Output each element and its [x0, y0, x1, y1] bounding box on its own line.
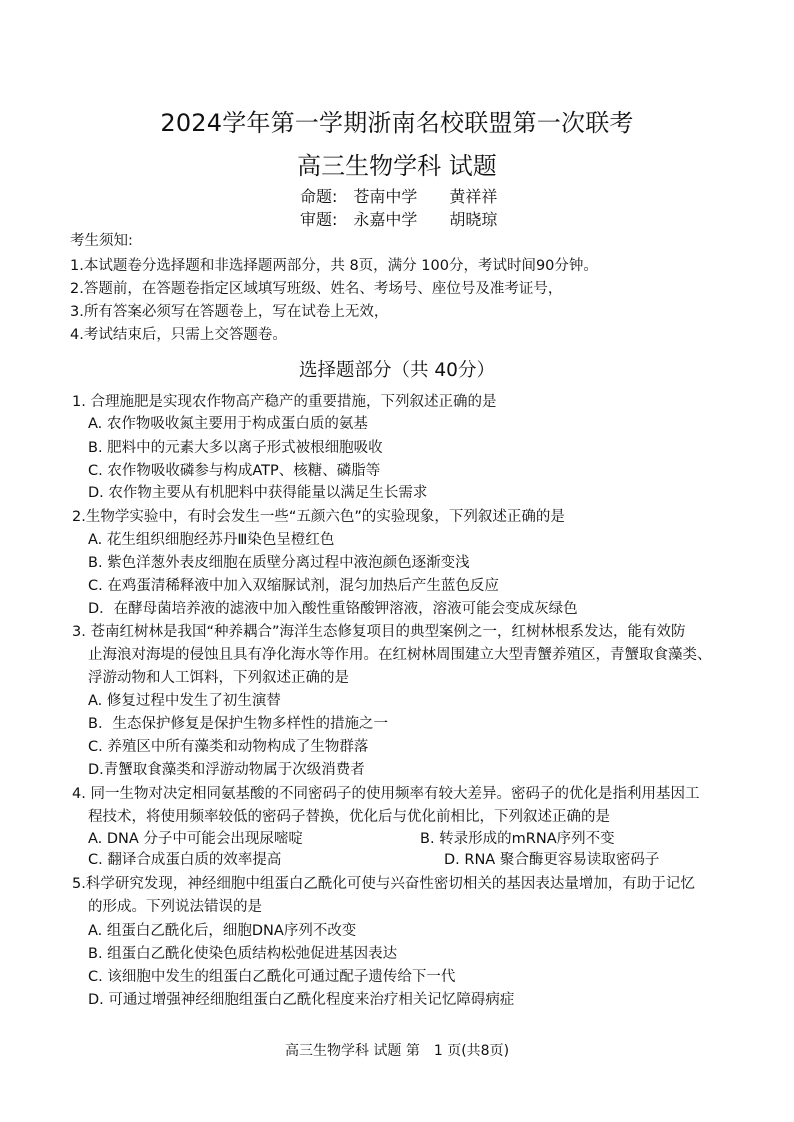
question-4-option-b: B. 转录形成的mRNA序列不变 — [420, 831, 615, 847]
exam-subtitle: 高三生物学科 试题 — [297, 152, 497, 180]
question-3-option-a: A. 修复过程中发生了初生演替 — [88, 693, 281, 709]
question-1-stem: 1. 合理施肥是实现农作物高产稳产的重要措施，下列叙述正确的是 — [72, 394, 497, 410]
section-heading: 选择题部分（共 40分） — [299, 360, 495, 381]
question-3-option-c: C. 养殖区中所有藻类和动物构成了生物群落 — [88, 739, 369, 755]
question-3-stem: 浮游动物和人工饵料，下列叙述正确的是 — [88, 670, 349, 686]
question-5-stem: 的形成。下列说法错误的是 — [88, 899, 262, 915]
question-4-option-c: C. 翻译合成蛋白质的效率提高 — [88, 852, 282, 868]
question-4-stem: 4. 同一生物对决定相同氨基酸的不同密码子的使用频率有较大差异。密码子的优化是指利用基因工 — [72, 786, 700, 802]
question-5-option-a: A. 组蛋白乙酰化后，细胞DNA序列不改变 — [88, 923, 357, 939]
question-1-option-b: B. 肥料中的元素大多以离子形式被根细胞吸收 — [88, 440, 383, 456]
exam-title: 2024学年第一学期浙南名校联盟第一次联考 — [160, 109, 634, 137]
question-3-stem: 止海浪对海堤的侵蚀且具有净化海水等作用。在红树林周围建立大型青蟹养殖区，青蟹取食藻类、 — [88, 647, 712, 663]
question-4-option-a: A. DNA 分子中可能会出现尿嘧啶 — [88, 831, 303, 847]
question-1-option-a: A. 农作物吸收氮主要用于构成蛋白质的氨基 — [88, 416, 368, 432]
question-3-option-b: B．生态保护修复是保护生物多样性的措施之一 — [88, 716, 388, 732]
question-5-stem: 5.科学研究发现，神经细胞中组蛋白乙酰化可使与兴奋性密切相关的基因表达量增加，有助于记忆 — [72, 876, 695, 892]
notice-item: 1.本试题卷分选择题和非选择题两部分，共 8页，满分 100分，考试时间90分钟。 — [70, 258, 598, 274]
proposer-line: 命题: 苍南中学 黄祥祥 — [300, 187, 498, 206]
question-5-option-d: D. 可通过增强神经细胞组蛋白乙酰化程度来治疗相关记忆障碍病症 — [88, 992, 515, 1008]
question-2-option-b: B. 紫色洋葱外表皮细胞在质壁分离过程中液泡颜色逐渐变浅 — [88, 555, 470, 571]
page-footer: 高三生物学科 试题 第 1 页(共8页) — [284, 1043, 510, 1059]
notice-heading: 考生须知: — [70, 233, 133, 249]
question-5-option-c: C. 该细胞中发生的组蛋白乙酰化可通过配子遗传给下一代 — [88, 969, 456, 985]
question-2-option-a: A. 花生组织细胞经苏丹Ⅲ染色呈橙红色 — [88, 532, 335, 548]
question-2-option-d: D．在酵母菌培养液的滤液中加入酸性重铬酸钾溶液，溶液可能会变成灰绿色 — [88, 601, 578, 617]
question-4-option-d: D. RNA 聚合酶更容易读取密码子 — [444, 852, 660, 868]
question-3-stem: 3. 苍南红树林是我国“种养耦合”海洋生态修复项目的典型案例之一，红树林根系发达，能有效防 — [72, 624, 686, 640]
reviewer-line: 审题: 永嘉中学 胡晓琼 — [300, 210, 498, 229]
question-2-option-c: C. 在鸡蛋清稀释液中加入双缩脲试剂，混匀加热后产生蓝色反应 — [88, 578, 499, 594]
question-3-option-d: D.青蟹取食藻类和浮游动物属于次级消费者 — [88, 762, 365, 778]
question-1-option-d: D. 农作物主要从有机肥料中获得能量以满足生长需求 — [88, 485, 428, 501]
notice-item: 3.所有答案必须写在答题卷上，写在试卷上无效， — [70, 304, 389, 320]
notice-item: 2.答题前，在答题卷指定区域填写班级、姓名、考场号、座位号及准考证号， — [70, 281, 563, 297]
question-5-option-b: B. 组蛋白乙酰化使染色质结构松弛促进基因表达 — [88, 946, 398, 962]
question-4-stem: 程技术，将使用频率较低的密码子替换，优化后与优化前相比，下列叙述正确的是 — [88, 809, 610, 825]
question-2-stem: 2.生物学实验中，有时会发生一些“五颜六色”的实验现象，下列叙述正确的是 — [72, 509, 565, 525]
question-1-option-c: C. 农作物吸收磷参与构成ATP、核糖、磷脂等 — [88, 463, 381, 479]
notice-item: 4.考试结束后，只需上交答题卷。 — [70, 327, 287, 343]
